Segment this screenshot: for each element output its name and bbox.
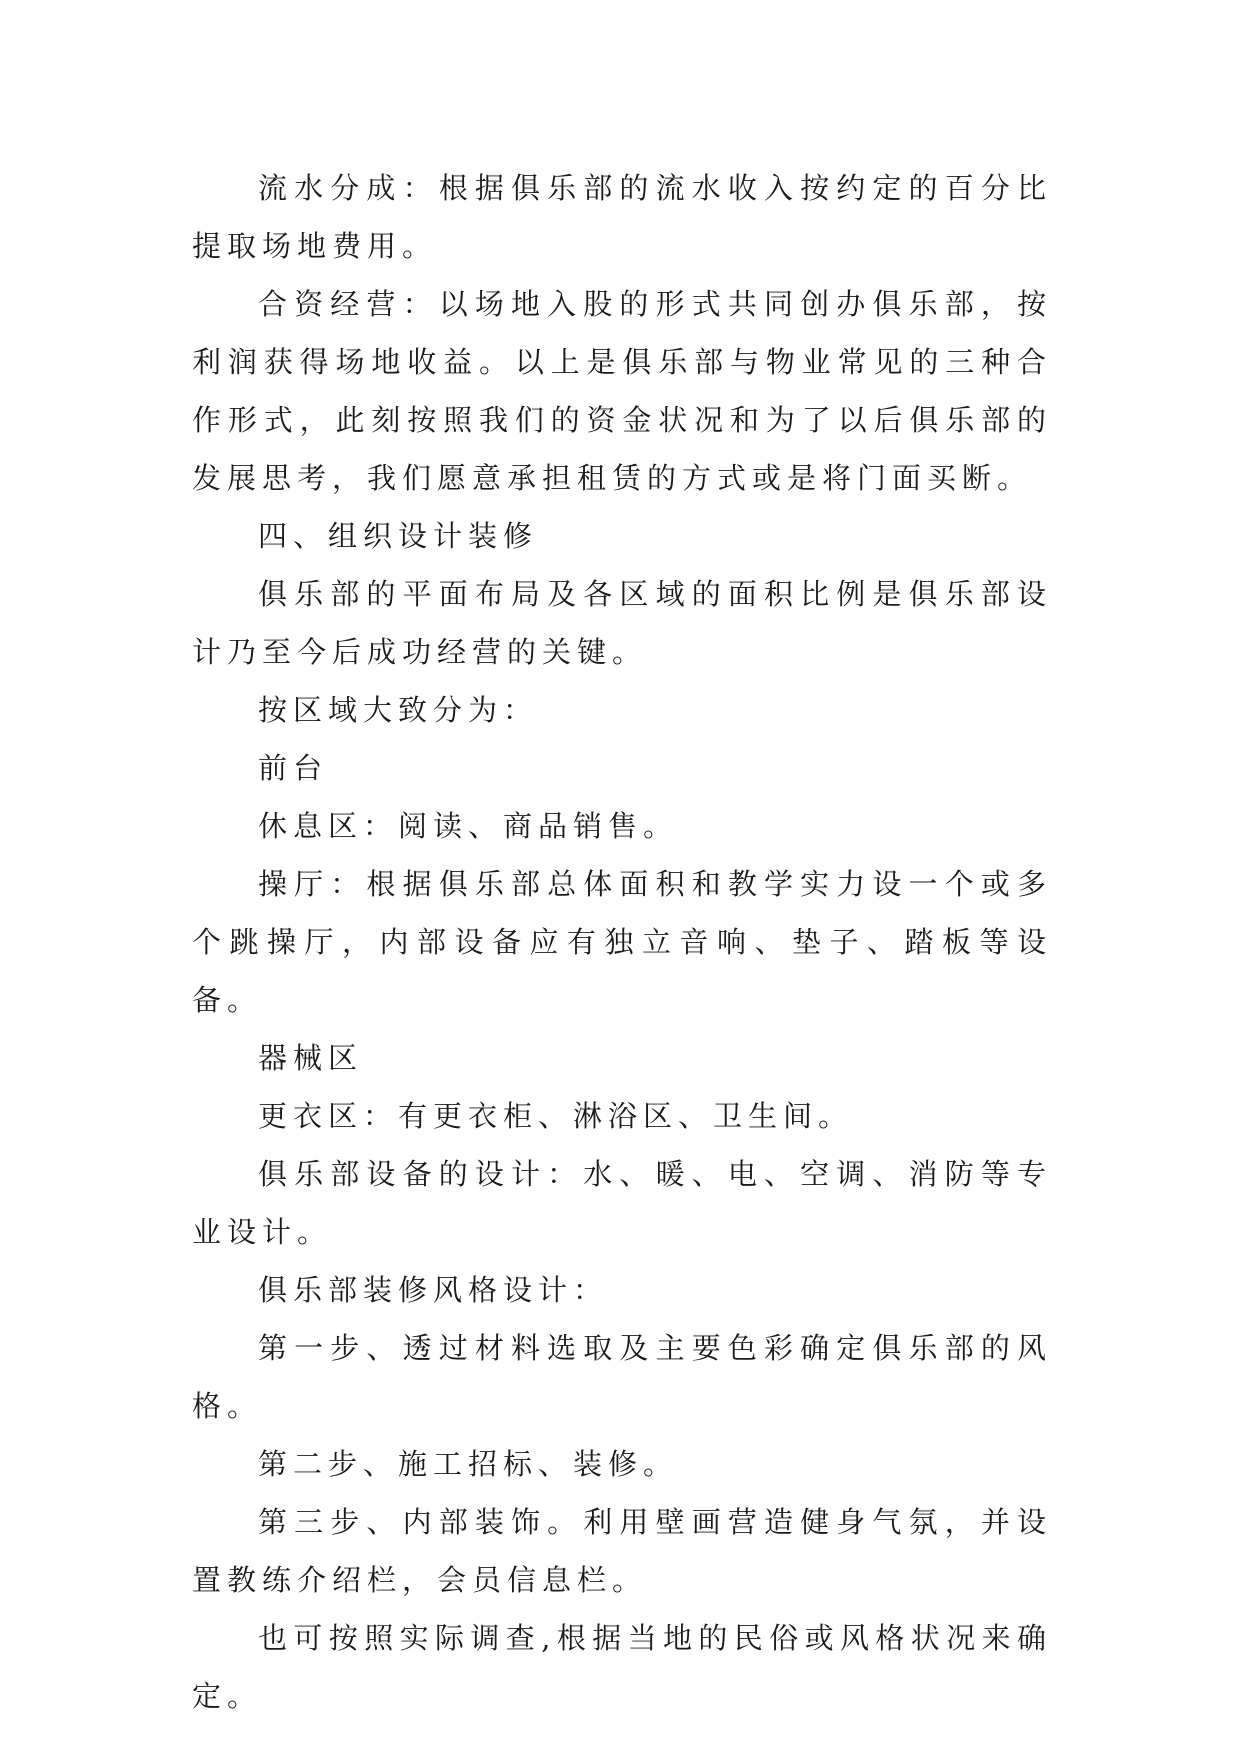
list-item-lounge: 休息区：阅读、商品销售。 [258,809,679,843]
paragraph-style-design: 俱乐部装修风格设计： [258,1273,609,1307]
step-three: 第三步、内部装饰。利用壁画营造健身气氛，并设置教练介绍栏，会员信息栏。 [192,1505,1052,1597]
paragraph-facility-design: 俱乐部设备的设计：水、暖、电、空调、消防等专业设计。 [192,1157,1052,1249]
step-one: 第一步、透过材料选取及主要色彩确定俱乐部的风格。 [192,1331,1052,1423]
document-body [192,159,1052,1725]
list-item-exercise-hall: 操厅：根据俱乐部总体面积和教学实力设一个或多个跳操厅，内部设备应有独立音响、垫子、踏板等设备。 [192,867,1052,1017]
list-item-front-desk: 前台 [258,751,329,785]
paragraph-layout-key: 俱乐部的平面布局及各区域的面积比例是俱乐部设计乃至今后成功经营的关键。 [192,577,1052,669]
paragraph-revenue-share: 流水分成：根据俱乐部的流水收入按约定的百分比提取场地费用。 [192,171,1052,263]
step-two: 第二步、施工招标、装修。 [258,1447,679,1481]
list-item-locker-room: 更衣区：有更衣柜、淋浴区、卫生间。 [258,1099,854,1133]
paragraph-local-custom: 也可按照实际调查,根据当地的民俗或风格状况来确定。 [192,1621,1052,1713]
list-item-equipment-area: 器械区 [258,1041,364,1075]
section-heading-design: 四、组织设计装修 [258,519,539,553]
paragraph-area-division: 按区域大致分为： [258,693,539,727]
paragraph-joint-venture: 合资经营：以场地入股的形式共同创办俱乐部，按利润获得场地收益。以上是俱乐部与物业常见的三种合作形式，此刻按照我们的资金状况和为了以后俱乐部的发展思考，我们愿意承担租赁的方式或是将门面买断。 [192,287,1052,495]
